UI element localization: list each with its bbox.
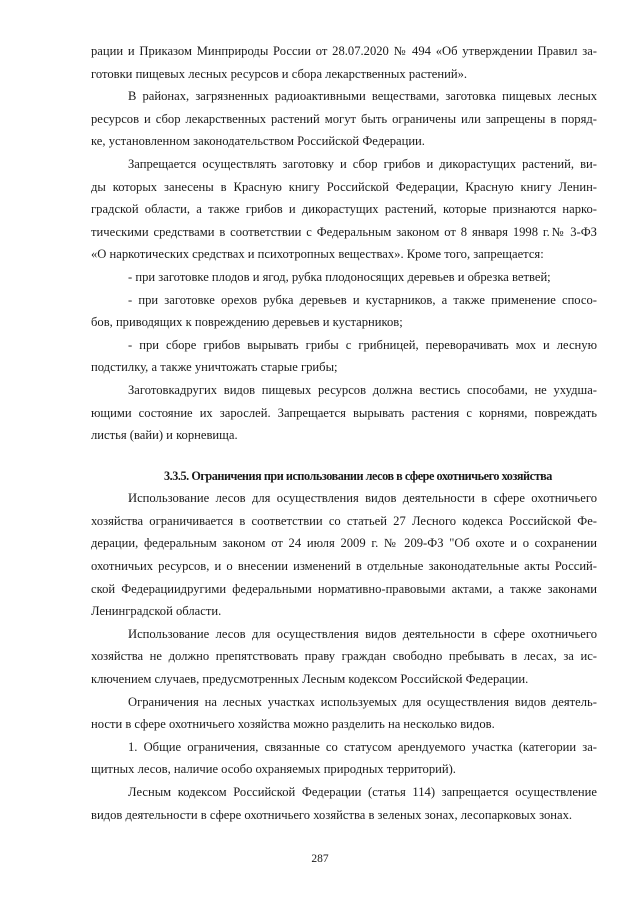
text-line: - при заготовке орехов рубка деревьев и кустарников, а также применение спосо-: [128, 292, 597, 307]
text-line: Лесным кодексом Российской Федерации (статья 114) запрещается осуществление: [128, 785, 597, 799]
text-line: ке, установленном законодательством Российской Федерации.: [91, 134, 425, 149]
text-line: градской области, а также грибов и дикорастущих растений, которые признаются нарко-: [91, 202, 597, 217]
text-line: ключением случаев, предусмотренных Лесным кодексом Российской Федерации.: [91, 672, 529, 687]
text-line: дерации, федеральным законом от 24 июля 2009 г. № 209-ФЗ "Об охоте и о сохранении: [91, 536, 597, 551]
text-line: В районах, загрязненных радиоактивными веществами, заготовка пищевых лесных: [128, 89, 597, 104]
section-heading: 3.3.5. Ограничения при использовании лесов в сфере охотничьего хозяйства: [164, 468, 552, 483]
text-line: Запрещается осуществлять заготовку и сбор грибов и дикорастущих растений, ви-: [128, 156, 597, 171]
text-line: - при сборе грибов вырывать грибы с грибницей, переворачивать мох и лесную: [128, 337, 597, 352]
text-line: рации и Приказом Минприроды России от 28.07.2020 № 494 «Об утверждении Правил за-: [91, 44, 597, 58]
text-line: ды которых занесены в Красную книгу Российской Федерации, Красную книгу Ленин-: [91, 179, 597, 194]
body-text-top: [91, 40, 597, 447]
text-line: ресурсов и сбор лекарственных растений могут быть ограничены или запрещены в поряд-: [91, 111, 597, 126]
text-line: «О наркотических средствах и психотропных веществах». Кроме того, запрещается:: [91, 247, 544, 262]
text-line: хозяйства не должно препятствовать праву граждан свободно пребывать в лесах, за ис-: [91, 649, 597, 664]
text-line: листья (вайи) и корневища.: [91, 428, 238, 443]
text-line: - при заготовке плодов и ягод, рубка плодоносящих деревьев и обрезка ветвей;: [128, 269, 551, 284]
text-line: готовки пищевых лесных ресурсов и сбора лекарственных растений».: [91, 66, 468, 81]
document-page: [91, 40, 597, 826]
section-gap: [91, 447, 597, 465]
text-line: ющими состояние их зарослей. Запрещается вырывать растения с корнями, повреждать: [91, 405, 597, 420]
text-line: Использование лесов для осуществления видов деятельности в сфере охотничьего: [128, 626, 597, 641]
text-line: ности в сфере охотничьего хозяйства можно разделить на несколько видов.: [91, 717, 495, 732]
text-line: Заготовкадругих видов пищевых ресурсов должна вестись способами, не ухудша-: [128, 382, 597, 397]
text-line: видов деятельности в сфере охотничьего хозяйства в зеленых зонах, лесопарковых зонах.: [91, 807, 573, 822]
text-line: подстилку, а также уничтожать старые грибы;: [91, 360, 338, 375]
text-line: Ограничения на лесных участках используемых для осуществления видов деятель-: [128, 694, 597, 709]
text-line: щитных лесов, наличие особо охраняемых природных территорий).: [91, 762, 456, 777]
text-line: бов, приводящих к повреждению деревьев и кустарников;: [91, 315, 403, 330]
text-line: Ленинградской области.: [91, 604, 222, 619]
page-number: 287: [311, 853, 329, 865]
text-line: тическими средствами в соответствии с Федеральным законом от 8 января 1998 г.№ 3-ФЗ: [91, 224, 597, 239]
text-line: 1. Общие ограничения, связанные со статусом арендуемого участка (категории за-: [128, 739, 597, 754]
text-line: хозяйства ограничивается в соответствии со статьей 27 Лесного кодекса Российской Фе-: [91, 513, 597, 528]
text-line: охотничьих ресурсов, и о внесении изменений в отдельные законодательные акты Россий-: [91, 559, 597, 574]
body-text-bottom: [91, 487, 597, 826]
text-line: Использование лесов для осуществления видов деятельности в сфере охотничьего: [128, 491, 597, 506]
text-line: ской Федерациидругими федеральными нормативно-правовыми актами, а также законами: [91, 581, 597, 596]
